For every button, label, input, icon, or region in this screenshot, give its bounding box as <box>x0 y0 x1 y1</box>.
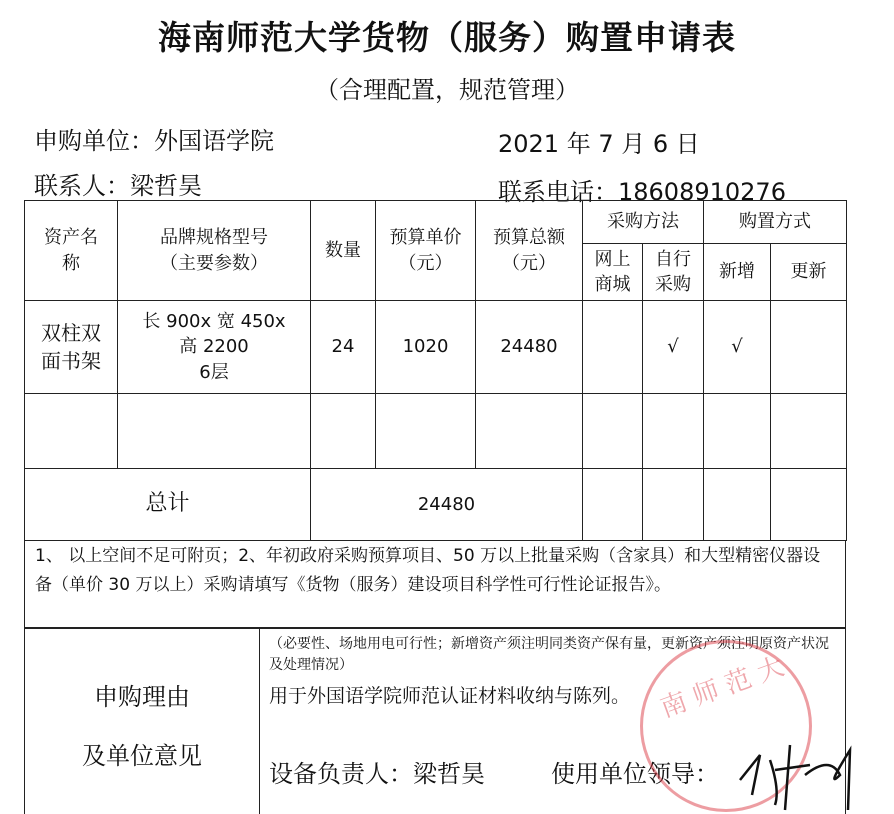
cell-self-check: √ <box>643 301 704 394</box>
spec-line: 高 2200 <box>179 336 249 358</box>
cell-qty: 24 <box>311 301 376 394</box>
contact-field <box>34 166 202 201</box>
cell-name: 双柱双面书架 <box>25 301 118 394</box>
table-row <box>25 301 847 394</box>
header-self: 自行采购 <box>643 244 704 301</box>
signature <box>730 735 870 814</box>
header-qty: 数量 <box>311 201 376 301</box>
header-unit-price: 预算单价（元） <box>376 201 476 301</box>
equipment-manager: 设备负责人：梁哲昊 <box>269 760 485 788</box>
official-stamp: 南 师 范 大 <box>640 640 812 812</box>
phone-label: 联系电话： <box>498 178 618 206</box>
contact-value: 梁哲昊 <box>130 172 202 200</box>
unit-value: 外国语学院 <box>154 127 274 155</box>
header-online: 网上商城 <box>583 244 643 301</box>
phone-value: 18608910276 <box>618 178 786 206</box>
header-name: 资产名称 <box>25 201 118 301</box>
items-table <box>24 200 847 541</box>
header-method: 采购方法 <box>583 201 704 244</box>
contact-label: 联系人： <box>34 172 130 200</box>
reason-label: 申购理由 <box>94 683 190 711</box>
cell-online <box>583 301 643 394</box>
spec-line: 6层 <box>199 361 229 383</box>
total-value: 24480 <box>311 469 583 541</box>
notes: 1、 以上空间不足可附页；2、年初政府采购预算项目、50 万以上批量采购（含家具）和大型精密仪器设备（单价 30 万以上）采购请填写《货物（服务）建设项目科学性可行性论证报告》。 <box>24 540 846 628</box>
cell-update <box>771 301 847 394</box>
header-new: 新增 <box>704 244 771 301</box>
unit-field <box>34 121 274 156</box>
total-row <box>25 469 847 541</box>
table-row-empty <box>25 394 847 469</box>
form-title: 海南师范大学货物（服务）购置申请表 <box>158 18 736 57</box>
cell-total: 24480 <box>476 301 583 394</box>
cell-unit-price: 1020 <box>376 301 476 394</box>
reason-text: 用于外国语学院师范认证材料收纳与陈列。 <box>269 685 631 707</box>
spec-line: 长 900x 宽 450x <box>142 311 286 333</box>
header-spec: 品牌规格型号（主要参数） <box>118 201 311 301</box>
header-mode: 购置方式 <box>704 201 847 244</box>
header-total: 预算总额（元） <box>476 201 583 301</box>
cell-spec <box>118 301 311 394</box>
reason-hint: （必要性、场地用电可行性；新增资产须注明同类资产保有量，更新资产须注明原资产状况及处理情况） <box>269 636 829 673</box>
form-subtitle: （合理配置，规范管理） <box>315 76 579 104</box>
cell-new-check: √ <box>704 301 771 394</box>
header-update: 更新 <box>771 244 847 301</box>
leader-label: 使用单位领导： <box>551 760 719 788</box>
date: 2021 年 7 月 6 日 <box>498 130 700 158</box>
opinion-label: 及单位意见 <box>82 742 202 770</box>
total-label: 总计 <box>25 469 311 541</box>
unit-label: 申购单位： <box>34 127 154 155</box>
